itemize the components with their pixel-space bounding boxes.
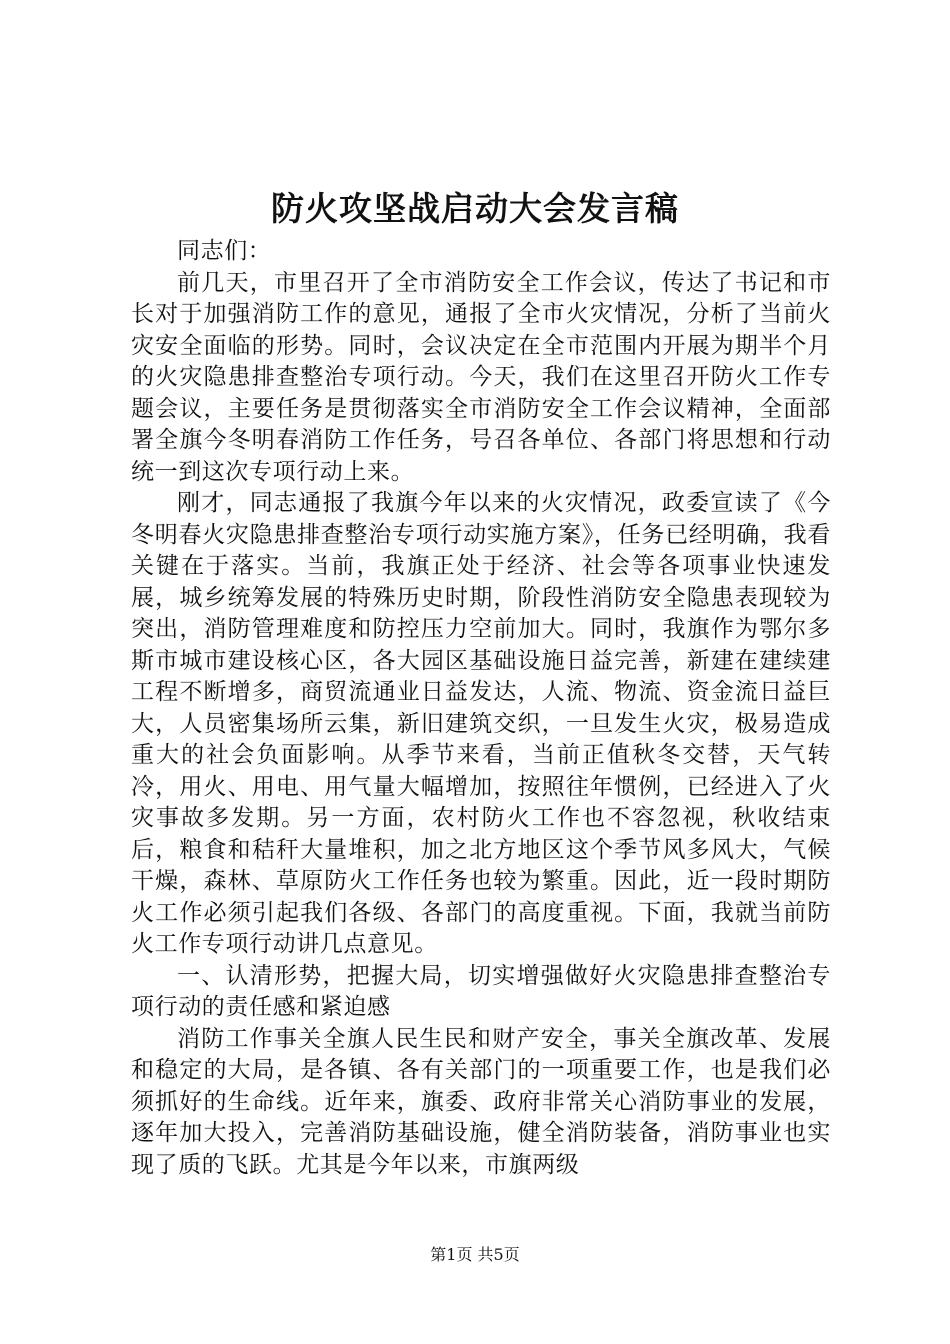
document-body [131, 236, 831, 1181]
document-title: 防火攻坚战启动大会发言稿 [271, 189, 679, 228]
page-footer: 第1页 共5页 [430, 1245, 520, 1264]
section-heading: 一、认清形势，把握大局，切实增强做好火灾隐患排查整治专项行动的责任感和紧迫感 [131, 962, 831, 1020]
body-paragraph: 前几天，市里召开了全市消防安全工作会议，传达了书记和市长对于加强消防工作的意见，通报了全市火灾情况，分析了当前火灾安全面临的形势。同时，会议决定在全市范围内开展为期半个月的火灾隐患排查整治专项行动。今天，我们在这里召开防火工作专题会议，主要任务是贯彻落实全市消防安全工作会议精神，全面部署全旗今冬明春消防工作任务，号召各单位、各部门将思想和行动统一到这次专项行动上来。 [131, 269, 831, 485]
body-paragraph: 刚才，同志通报了我旗今年以来的火灾情况，政委宣读了《今冬明春火灾隐患排查整治专项行动实施方案》，任务已经明确，我看关键在于落实。当前，我旗正处于经济、社会等各项事业快速发展，城乡统筹发展的特殊历史时期，阶段性消防安全隐患表现较为突出，消防管理难度和防控压力空前加大。同时，我旗作为鄂尔多斯市城市建设核心区，各大园区基础设施日益完善，新建在建续建工程不断增多，商贸流通业日益发达，人流、物流、资金流日益巨大，人员密集场所云集，新旧建筑交织，一旦发生火灾，极易造成重大的社会负面影响。从季节来看，当前正值秋冬交替，天气转冷，用火、用电、用气量大幅增加，按照往年惯例，已经进入了火灾事故多发期。另一方面，农村防火工作也不容忽视，秋收结束后，粮食和秸秆大量堆积，加之北方地区这个季节风多风大，气候干燥，森林、草原防火工作任务也较为繁重。因此，近一段时期防火工作必须引起我们各级、各部门的高度重视。下面，我就当前防火工作专项行动讲几点意见。 [131, 490, 831, 957]
body-paragraph: 消防工作事关全旗人民生民和财产安全，事关全旗改革、发展和稳定的大局，是各镇、各有关部门的一项重要工作，也是我们必须抓好的生命线。近年来，旗委、政府非常关心消防事业的发展，逐年加大投入，完善消防基础设施，健全消防装备，消防事业也实现了质的飞跃。尤其是今年以来，市旗两级 [131, 1025, 831, 1178]
salutation-paragraph: 同志们： [177, 238, 272, 264]
